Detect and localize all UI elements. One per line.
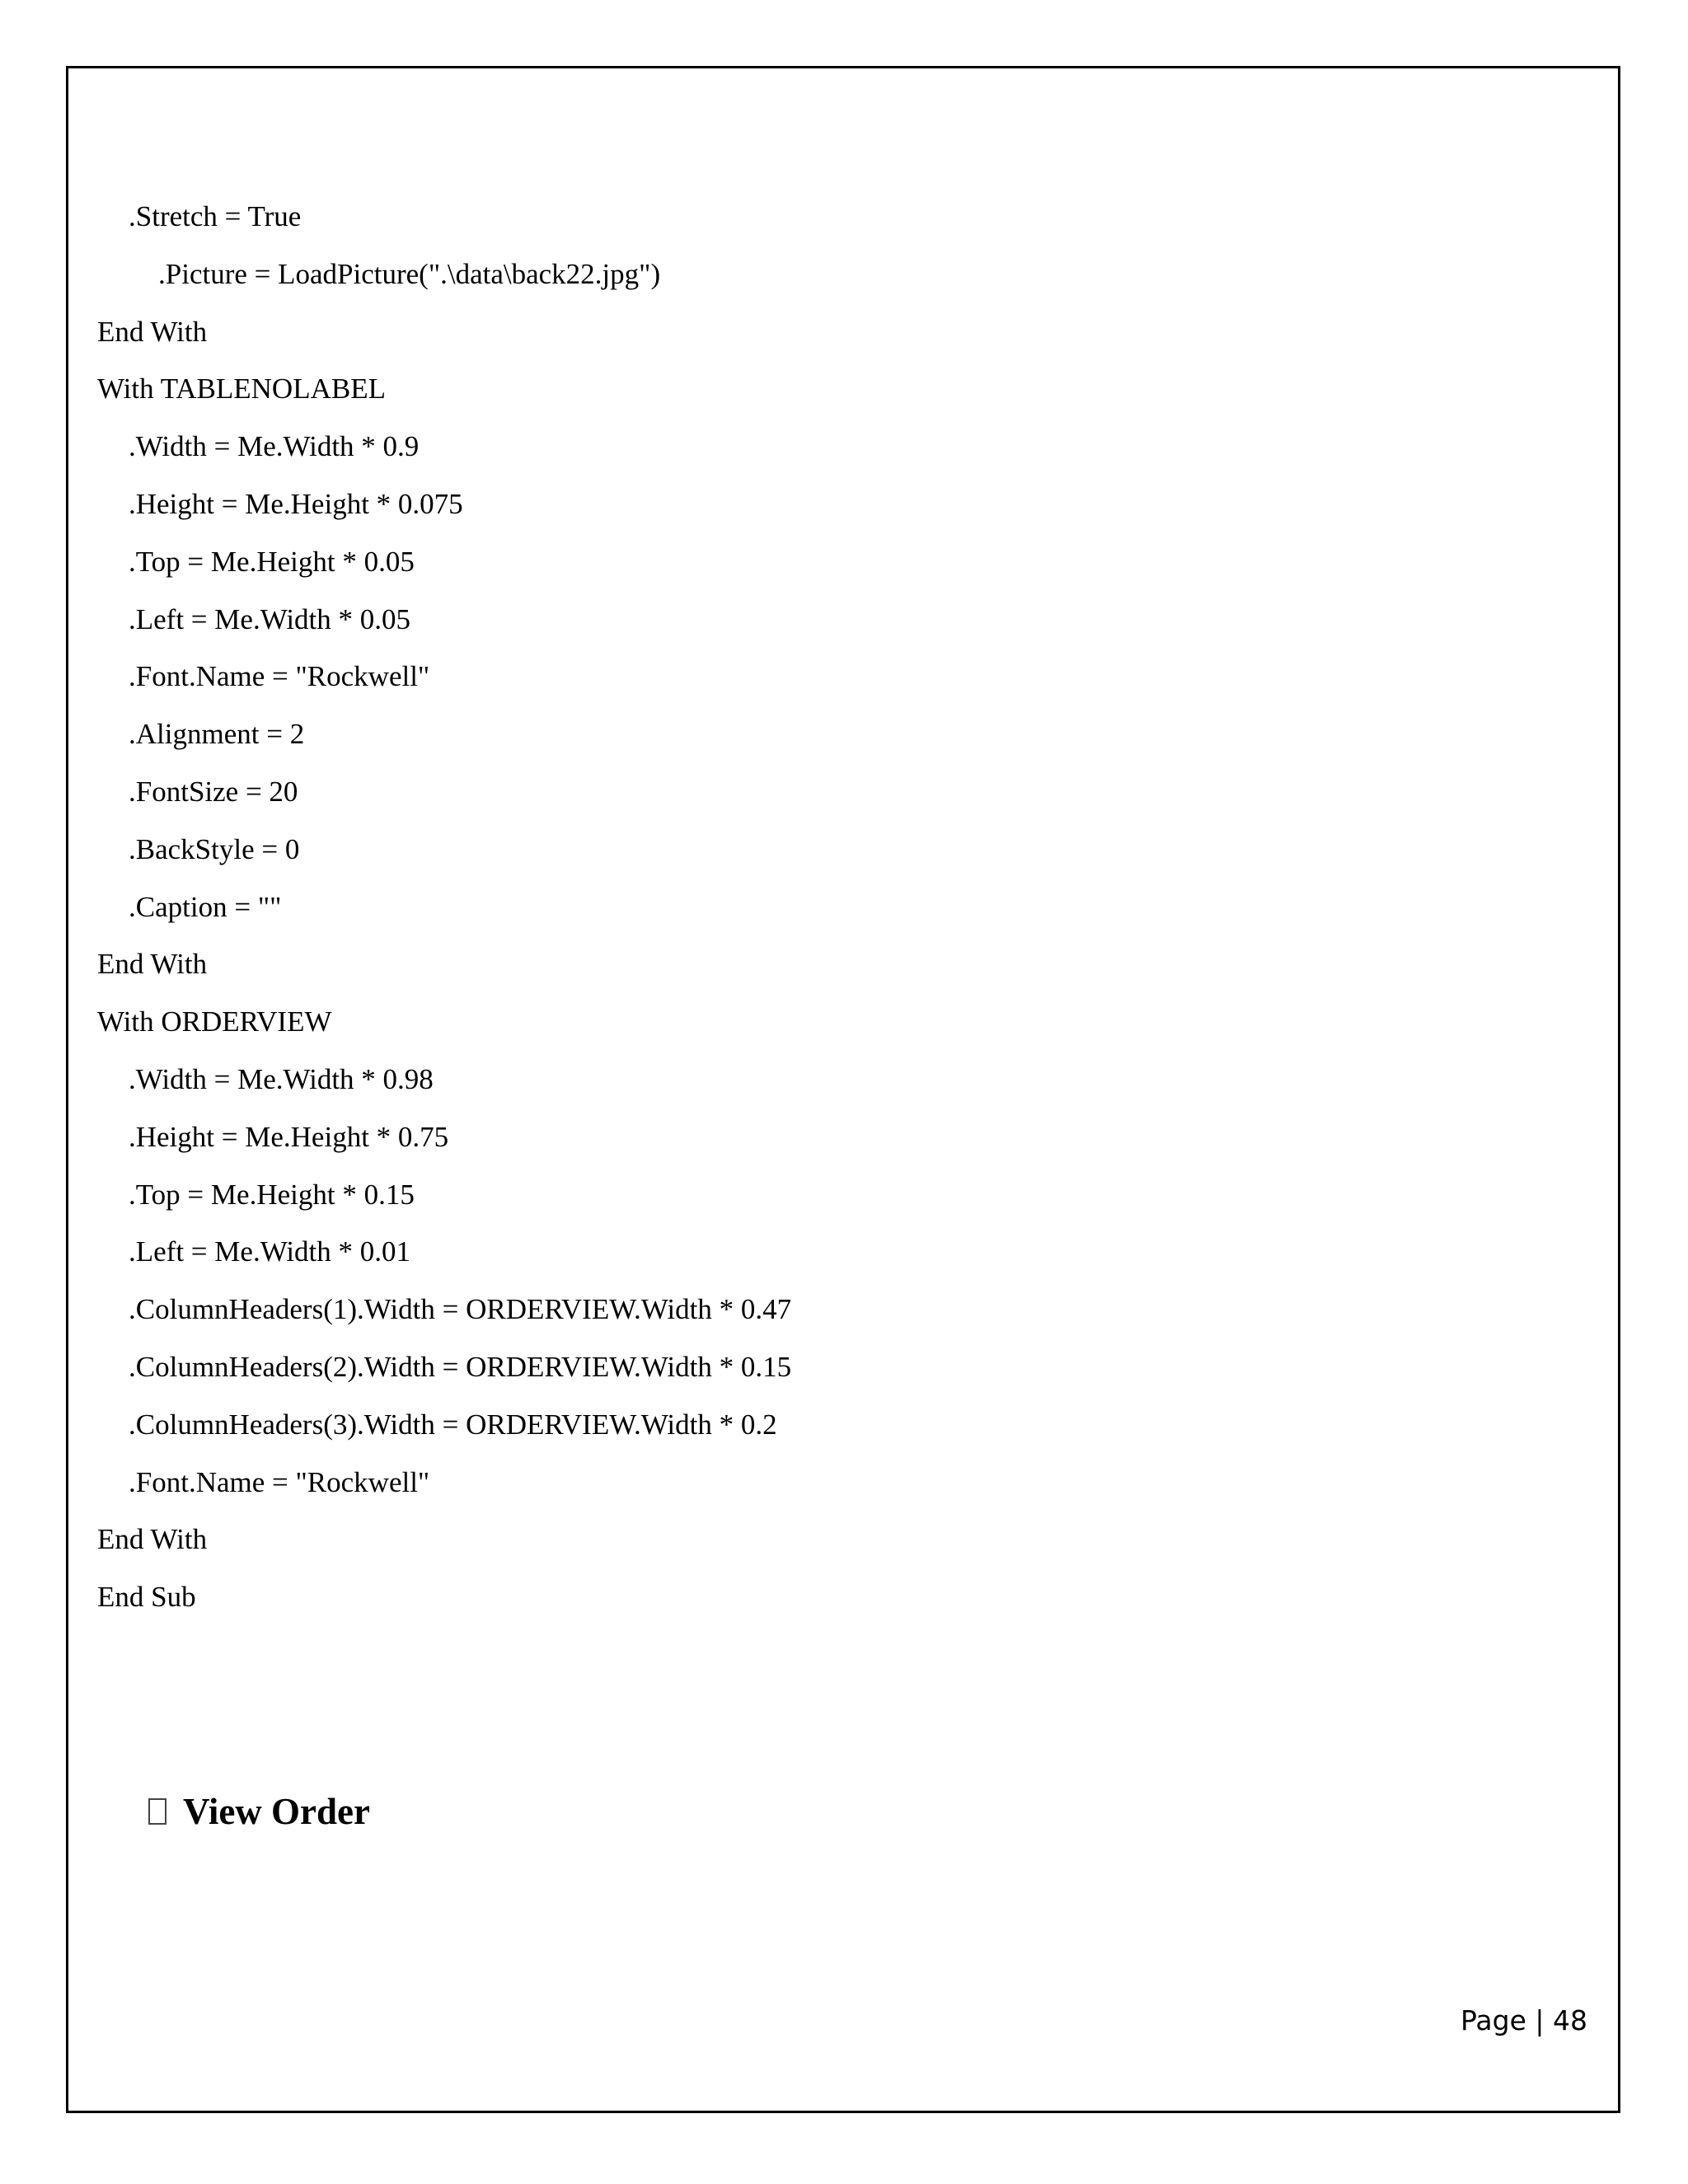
code-line: .Top = Me.Height * 0.15 [129, 1178, 415, 1211]
code-line: With TABLENOLABEL [97, 373, 386, 405]
code-line: .Font.Name = "Rockwell" [129, 660, 430, 693]
code-line: .ColumnHeaders(2).Width = ORDERVIEW.Width * 0.15 [129, 1350, 792, 1383]
section-heading-title: View Order [183, 1791, 370, 1832]
section-heading [148, 1790, 370, 1833]
code-line: .Font.Name = "Rockwell" [129, 1465, 430, 1498]
code-line: End Sub [97, 1581, 196, 1614]
code-line: .Alignment = 2 [129, 718, 305, 751]
code-line: .Caption = "" [129, 890, 282, 923]
code-line: With ORDERVIEW [97, 1005, 332, 1038]
code-line: .Width = Me.Width * 0.9 [129, 430, 420, 463]
empty-box-icon [148, 1798, 166, 1825]
code-line: End With [97, 948, 208, 981]
code-line: .Stretch = True [129, 200, 302, 232]
code-line: .BackStyle = 0 [129, 832, 300, 865]
code-line: .Height = Me.Height * 0.75 [129, 1120, 449, 1153]
code-line: .ColumnHeaders(3).Width = ORDERVIEW.Width * 0.2 [129, 1408, 777, 1441]
code-listing [97, 194, 791, 1632]
code-line: .Top = Me.Height * 0.05 [129, 545, 415, 578]
code-line: .FontSize = 20 [129, 775, 298, 808]
code-line: .Left = Me.Width * 0.01 [129, 1235, 411, 1268]
code-line: End With [97, 1523, 208, 1556]
page-number: Page | 48 [1461, 2004, 1587, 2036]
code-line: .ColumnHeaders(1).Width = ORDERVIEW.Width * 0.47 [129, 1293, 792, 1326]
code-line: End With [97, 315, 208, 348]
code-line: .Height = Me.Height * 0.075 [129, 487, 463, 520]
code-line: .Width = Me.Width * 0.98 [129, 1062, 434, 1095]
code-line: .Picture = LoadPicture(".\data\back22.jpg") [158, 257, 661, 290]
code-line: .Left = Me.Width * 0.05 [129, 602, 411, 635]
